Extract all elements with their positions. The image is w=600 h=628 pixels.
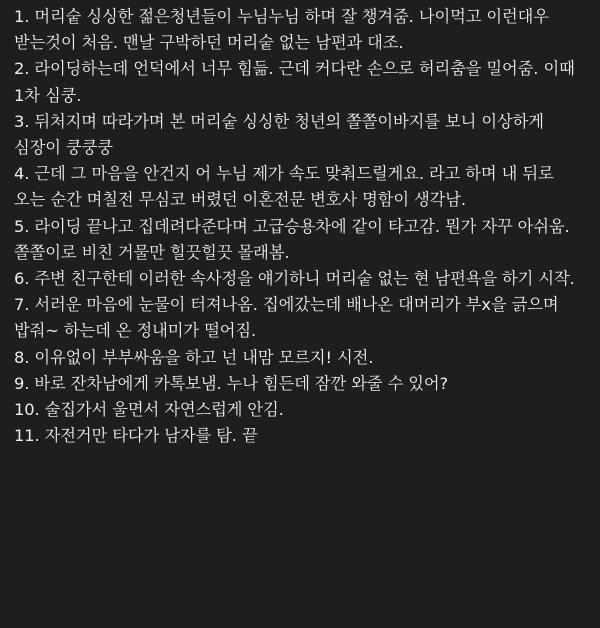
post-line-4: 4. 근데 그 마음을 안건지 어 누님 제가 속도 맞춰드릴게요. 라고 하며 내 뒤로 오는 순간 며칠전 무심코 버렸던 이혼전문 변호사 명함이 생각남. — [14, 164, 554, 210]
post-line-3: 3. 뒤처지며 따라가며 본 머리숱 싱싱한 청년의 쫄쫄이바지를 보니 이상하게 심장이 쿵쿵쿵 — [14, 111, 544, 158]
post-line-2: 2. 라이딩하는데 언덕에서 너무 힘듦. 근데 커다란 손으로 허리춤을 밀어줌. 이때 1차 심쿵. — [14, 59, 575, 105]
post-line-5: 5. 라이딩 끝나고 집데려다준다며 고급승용차에 같이 타고감. 뭔가 자꾸 아쉬움. 쫄쫄이로 비친 거물만 힐끗힐끗 몰래봄. — [14, 216, 570, 262]
post-line-7: 7. 서러운 마음에 눈물이 터져나옴. 집에갔는데 배나온 대머리가 부x을 긁으며 밥줘~ 하는데 온 정내미가 떨어짐. — [14, 295, 559, 341]
post-line-8: 8. 이유없이 부부싸움을 하고 넌 내맘 모르지! 시전. — [14, 347, 374, 367]
post-line-11: 11. 자전거만 타다가 남자를 탐. 끝 — [14, 426, 258, 446]
post-line-9: 9. 바로 잔차남에게 카톡보냄. 누나 힘든데 잠깐 와줄 수 있어? — [14, 373, 449, 393]
post-line-6: 6. 주변 친구한테 이러한 속사정을 얘기하니 머리숱 없는 현 남편욕을 하기 시작. — [14, 269, 575, 289]
numbered-post-text — [14, 4, 588, 449]
post-line-10: 10. 술집가서 울면서 자연스럽게 안김. — [14, 400, 284, 420]
post-line-1: 1. 머리숱 싱싱한 젊은청년들이 누님누님 하며 잘 챙겨줌. 나이먹고 이런대우 받는것이 처음. 맨날 구박하던 머리숱 없는 남편과 대조. — [14, 7, 549, 53]
